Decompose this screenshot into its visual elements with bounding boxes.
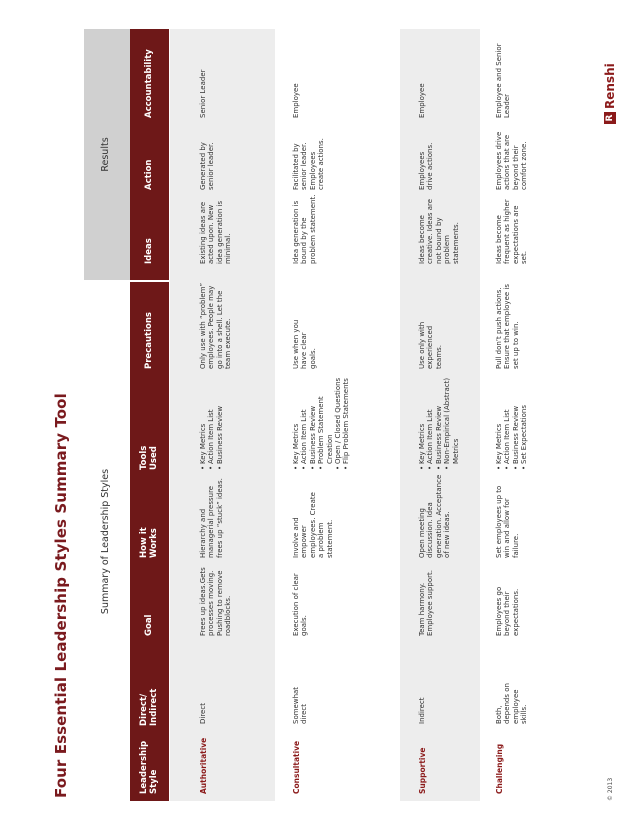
row-direct: Somewhat direct <box>292 686 309 724</box>
row-accountability: Employee <box>292 83 300 118</box>
tool-item: • Set Expectations <box>520 372 528 470</box>
row-precautions: Use when you have clear goals. <box>292 319 317 369</box>
row-how: Open meeting discussion. Idea generation. Acceptance of new ideas. <box>418 474 452 558</box>
renshi-logo-text: Renshi <box>603 63 617 109</box>
tool-item: • Key Metrics <box>495 372 503 470</box>
page-title: Four Essential Leadership Styles Summary Tool <box>52 393 70 798</box>
row-goal: Execution of clear goals. <box>292 573 309 636</box>
tool-item: • Action Item List <box>503 372 511 470</box>
tool-item: • Non-Empirical (Abstract) Metrics <box>443 372 460 470</box>
row-style-supportive: Supportive <box>418 747 427 794</box>
row-ideas: Ideas become frequent as higher expectations are set. <box>495 199 529 264</box>
results-label: Results <box>100 137 111 172</box>
row-goal: Employees go beyond their expectations. <box>495 586 520 636</box>
header-accountability: Accountability <box>143 49 154 118</box>
row-style-challenging: Challenging <box>495 743 504 794</box>
tool-item: • Key Metrics <box>418 372 426 470</box>
row-action: Employees drive actions that are beyond their comfort zone. <box>495 131 529 190</box>
tool-item: • Flip Problem Statements <box>342 372 350 470</box>
header-how-it-works: How it Works <box>138 527 159 558</box>
row-precautions: Pull don’t push actions. Ensure that employee is set up to win. <box>495 283 520 369</box>
row-tools <box>292 372 351 470</box>
row-action: Employees drive actions. <box>418 142 435 190</box>
row-precautions: Use only with experienced teams. <box>418 321 443 369</box>
tool-item: • Business Review <box>216 374 224 470</box>
row-direct: Direct <box>199 703 207 724</box>
row-how: Involve and empower employees. Create a problem statement. <box>292 492 334 558</box>
row-goal: Team harmony. Employee support. <box>418 570 435 636</box>
tool-item: • Problem Statement Creation <box>317 372 334 470</box>
row-direct: Both, depends on employee skills. <box>495 683 529 724</box>
tool-item: • Key Metrics <box>199 374 207 470</box>
row-direct: Indirect <box>418 697 426 724</box>
row-tools <box>199 374 224 470</box>
tool-item: • Action Item List <box>300 372 308 470</box>
tool-item: • Business Review <box>309 372 317 470</box>
summary-label: Summary of Leadership Styles <box>100 468 111 615</box>
row-ideas: Existing ideas are acted upon. New idea generation is minimal. <box>199 200 233 264</box>
tool-item: • Action Item List <box>207 374 215 470</box>
copyright: © 2013 <box>607 777 614 801</box>
renshi-logo <box>603 63 617 124</box>
row-how: Hierarchy and managerial pressure frees up “stuck” ideas. <box>199 478 224 558</box>
header-precautions: Precautions <box>143 312 154 369</box>
renshi-logo-icon: R <box>604 112 616 124</box>
header-tools-used: Tools Used <box>138 445 159 470</box>
tool-item: • Business Review <box>512 372 520 470</box>
row-accountability: Employee and Senior Leader <box>495 43 512 118</box>
tool-item: • Key Metrics <box>292 372 300 470</box>
row-accountability: Employee <box>418 83 426 118</box>
header-leadership-style: Leadership Style <box>138 740 159 794</box>
row-ideas: Idea generation is bound by the problem statement. <box>292 194 317 264</box>
row-accountability: Senior Leader <box>199 69 207 118</box>
row-precautions: Only use with “problem” employees. People may go into a shell. Let the team execute. <box>199 282 233 369</box>
row-action: Generated by senior leader. <box>199 142 216 190</box>
tool-item: • Action Item List <box>426 372 434 470</box>
header-action: Action <box>143 159 154 190</box>
header-ideas: Ideas <box>143 238 154 264</box>
header-direct-indirect: Direct/ Indirect <box>138 688 159 726</box>
row-tools <box>418 372 460 470</box>
row-how: Set employees up to win and allow for failure. <box>495 485 520 558</box>
row-tools <box>495 372 529 470</box>
row-ideas: Ideas become creative. Ideas are not bound by problem statements. <box>418 198 460 264</box>
row-style-authoritative: Authoritative <box>199 737 208 794</box>
tool-item: • Business Review <box>435 372 443 470</box>
row-style-consultative: Consultative <box>292 740 301 794</box>
row-goal: Frees up ideas.Gets processes moving. Pushing to remove roadblocks. <box>199 567 233 636</box>
row-action: Facilitated by senior leader. Employees create actions. <box>292 138 326 190</box>
tool-item: • Open / Closed Questions <box>334 372 342 470</box>
header-goal: Goal <box>143 614 154 636</box>
